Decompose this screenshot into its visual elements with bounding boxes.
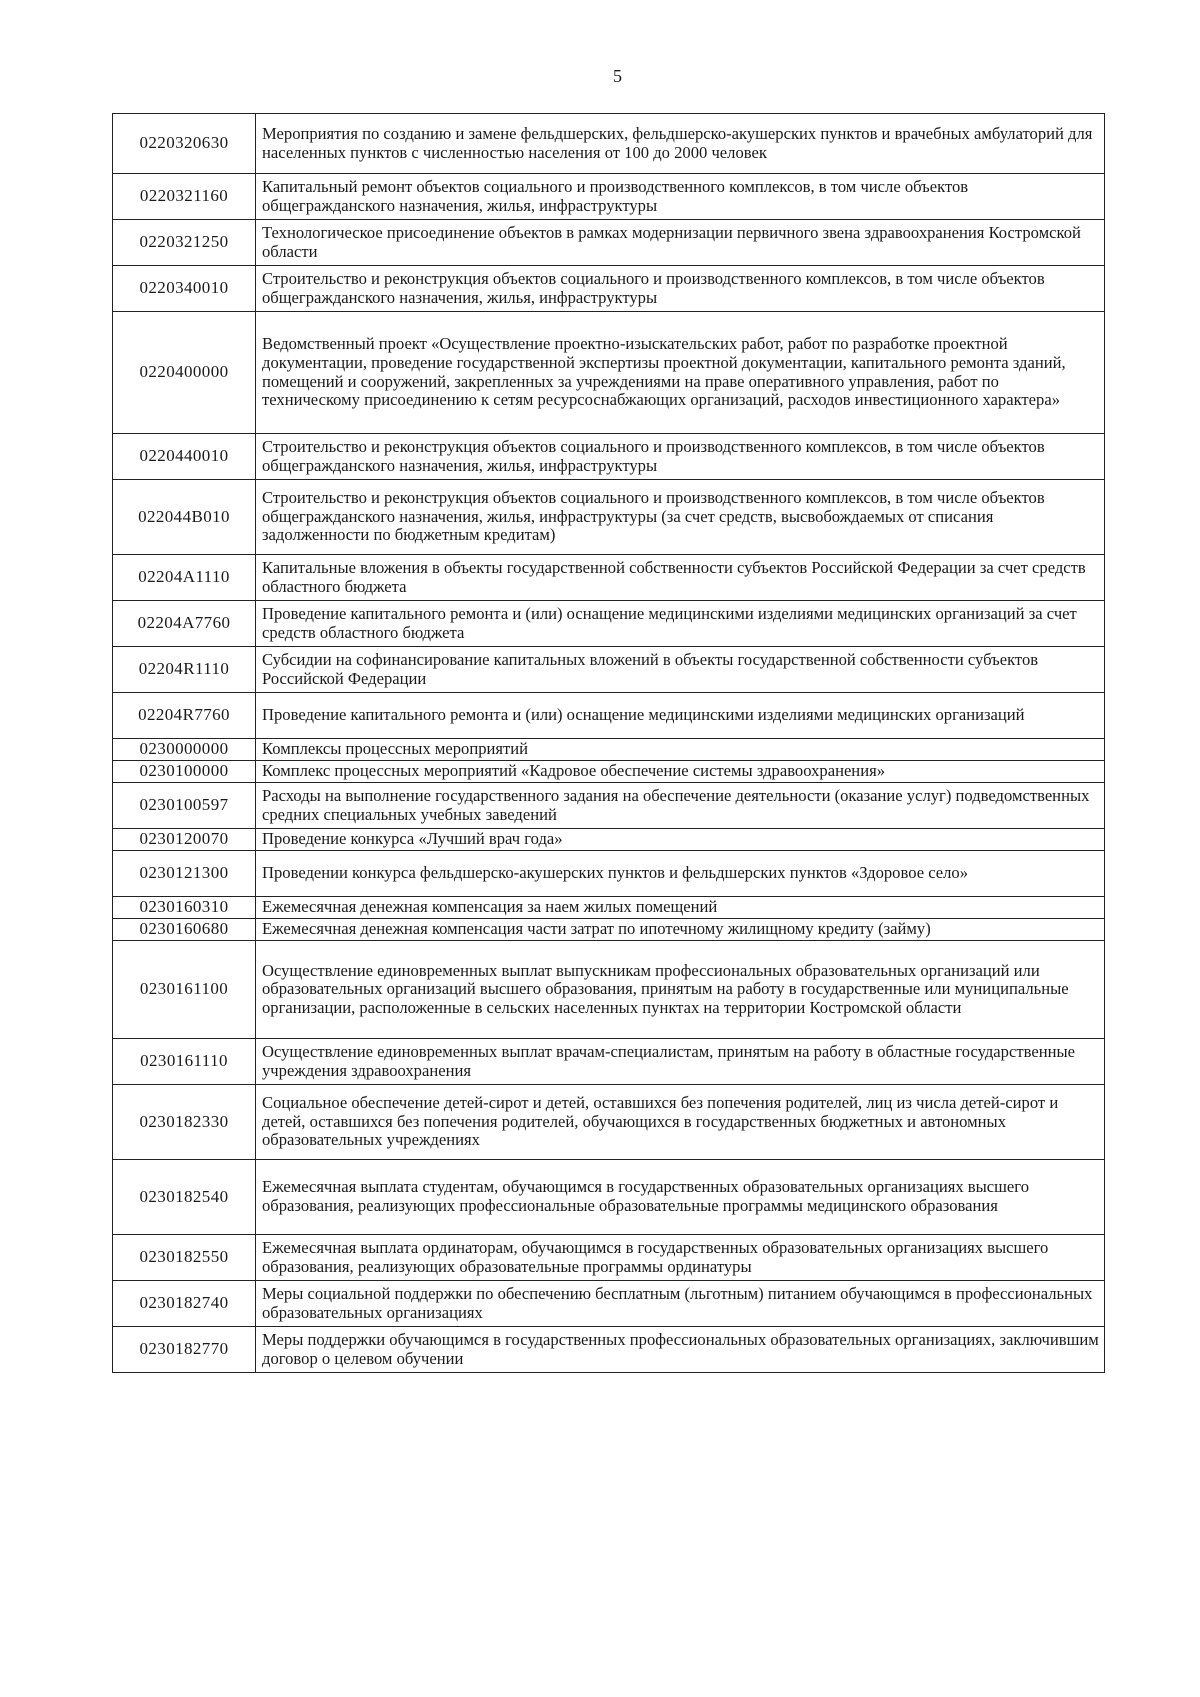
row-code: 0230000000 xyxy=(113,739,256,761)
row-description: Расходы на выполнение государственного задания на обеспечение деятельности (оказание услуг) подведомственных средних специальных учебных заведений xyxy=(256,783,1105,829)
row-code: 0220400000 xyxy=(113,312,256,434)
table-row xyxy=(113,897,1105,919)
table-row xyxy=(113,266,1105,312)
row-description: Мероприятия по созданию и замене фельдшерских, фельдшерско-акушерских пунктов и врачебных амбулаторий для населенных пунктов с численностью населения от 100 до 2000 человек xyxy=(256,114,1105,174)
row-code: 0220440010 xyxy=(113,434,256,480)
table-row xyxy=(113,919,1105,941)
row-description: Ежемесячная денежная компенсация за наем жилых помещений xyxy=(256,897,1105,919)
table-row xyxy=(113,647,1105,693)
row-description: Осуществление единовременных выплат выпускникам профессиональных образовательных организаций или образовательных организаций высшего образования, принятым на работу в государственные или муниципальные организации, расположенные в сельских населенных пунктах на территории Костромской области xyxy=(256,941,1105,1039)
table-row xyxy=(113,829,1105,851)
row-code: 02204R7760 xyxy=(113,693,256,739)
budget-codes-table xyxy=(112,113,1105,1373)
table-row xyxy=(113,220,1105,266)
row-code: 0220321160 xyxy=(113,174,256,220)
row-code: 0230100597 xyxy=(113,783,256,829)
row-description: Субсидии на софинансирование капитальных вложений в объекты государственной собственности субъектов Российской Федерации xyxy=(256,647,1105,693)
table-row xyxy=(113,434,1105,480)
row-code: 02204A7760 xyxy=(113,601,256,647)
row-description: Проведение конкурса «Лучший врач года» xyxy=(256,829,1105,851)
row-code: 0220320630 xyxy=(113,114,256,174)
row-description: Ежемесячная денежная компенсация части затрат по ипотечному жилищному кредиту (займу) xyxy=(256,919,1105,941)
row-code: 0230100000 xyxy=(113,761,256,783)
table-row xyxy=(113,761,1105,783)
row-code: 0230182550 xyxy=(113,1235,256,1281)
table-row xyxy=(113,693,1105,739)
table-row xyxy=(113,1281,1105,1327)
row-description: Проведение капитального ремонта и (или) оснащение медицинскими изделиями медицинских организаций xyxy=(256,693,1105,739)
row-code: 0230160310 xyxy=(113,897,256,919)
table-row xyxy=(113,312,1105,434)
row-code: 0230161100 xyxy=(113,941,256,1039)
row-description: Проведении конкурса фельдшерско-акушерских пунктов и фельдшерских пунктов «Здоровое село» xyxy=(256,851,1105,897)
table-row xyxy=(113,601,1105,647)
row-code: 0230121300 xyxy=(113,851,256,897)
table-row xyxy=(113,1235,1105,1281)
row-code: 0230161110 xyxy=(113,1039,256,1085)
row-code: 02204R1110 xyxy=(113,647,256,693)
table-row xyxy=(113,480,1105,555)
table-row xyxy=(113,114,1105,174)
row-description: Строительство и реконструкция объектов социального и производственного комплексов, в том числе объектов общегражданского назначения, жилья, инфраструктуры xyxy=(256,434,1105,480)
row-description: Ежемесячная выплата ординаторам, обучающимся в государственных образовательных организациях высшего образования, реализующих образовательные программы ординатуры xyxy=(256,1235,1105,1281)
row-code: 02204A1110 xyxy=(113,555,256,601)
table-row xyxy=(113,1085,1105,1160)
table-row xyxy=(113,1160,1105,1235)
table-row xyxy=(113,1039,1105,1085)
row-description: Строительство и реконструкция объектов социального и производственного комплексов, в том числе объектов общегражданского назначения, жилья, инфраструктуры xyxy=(256,266,1105,312)
table-row xyxy=(113,739,1105,761)
table-row xyxy=(113,555,1105,601)
row-description: Социальное обеспечение детей-сирот и детей, оставшихся без попечения родителей, лиц из числа детей-сирот и детей, оставшихся без попечения родителей, обучающихся в государственных бюджетных и автономных образовательных учреждениях xyxy=(256,1085,1105,1160)
row-code: 0220340010 xyxy=(113,266,256,312)
row-code: 022044B010 xyxy=(113,480,256,555)
row-description: Меры поддержки обучающимся в государственных профессиональных образовательных организациях, заключившим договор о целевом обучении xyxy=(256,1327,1105,1373)
row-code: 0230182740 xyxy=(113,1281,256,1327)
row-description: Капитальные вложения в объекты государственной собственности субъектов Российской Федерации за счет средств областного бюджета xyxy=(256,555,1105,601)
row-description: Ведомственный проект «Осуществление проектно-изыскательских работ, работ по разработке проектной документации, проведение государственной экспертизы проектной документации, капитального ремонта зданий, помещений и сооружений, закрепленных за учреждениями на праве оперативного управления, работ по техническому присоединению к сетям ресурсоснабжающих организаций, расходов инвестиционного характера» xyxy=(256,312,1105,434)
row-code: 0230182330 xyxy=(113,1085,256,1160)
table-row xyxy=(113,783,1105,829)
row-description: Комплексы процессных мероприятий xyxy=(256,739,1105,761)
row-description: Меры социальной поддержки по обеспечению бесплатным (льготным) питанием обучающимся в профессиональных образовательных организациях xyxy=(256,1281,1105,1327)
row-code: 0230120070 xyxy=(113,829,256,851)
row-code: 0230182770 xyxy=(113,1327,256,1373)
row-code: 0230182540 xyxy=(113,1160,256,1235)
row-code: 0230160680 xyxy=(113,919,256,941)
row-description: Ежемесячная выплата студентам, обучающимся в государственных образовательных организациях высшего образования, реализующих профессиональные образовательные программы медицинского образования xyxy=(256,1160,1105,1235)
row-description: Технологическое присоединение объектов в рамках модернизации первичного звена здравоохранения Костромской области xyxy=(256,220,1105,266)
table-body xyxy=(113,114,1105,1373)
table-row xyxy=(113,1327,1105,1373)
table-row xyxy=(113,941,1105,1039)
table-row xyxy=(113,851,1105,897)
row-description: Строительство и реконструкция объектов социального и производственного комплексов, в том числе объектов общегражданского назначения, жилья, инфраструктуры (за счет средств, высвобождаемых от списания задолженности по бюджетным кредитам) xyxy=(256,480,1105,555)
row-description: Комплекс процессных мероприятий «Кадровое обеспечение системы здравоохранения» xyxy=(256,761,1105,783)
page-number: 5 xyxy=(613,66,622,86)
row-code: 0220321250 xyxy=(113,220,256,266)
table-row xyxy=(113,174,1105,220)
row-description: Осуществление единовременных выплат врачам-специалистам, принятым на работу в областные государственные учреждения здравоохранения xyxy=(256,1039,1105,1085)
row-description: Капитальный ремонт объектов социального и производственного комплексов, в том числе объектов общегражданского назначения, жилья, инфраструктуры xyxy=(256,174,1105,220)
row-description: Проведение капитального ремонта и (или) оснащение медицинскими изделиями медицинских организаций за счет средств областного бюджета xyxy=(256,601,1105,647)
